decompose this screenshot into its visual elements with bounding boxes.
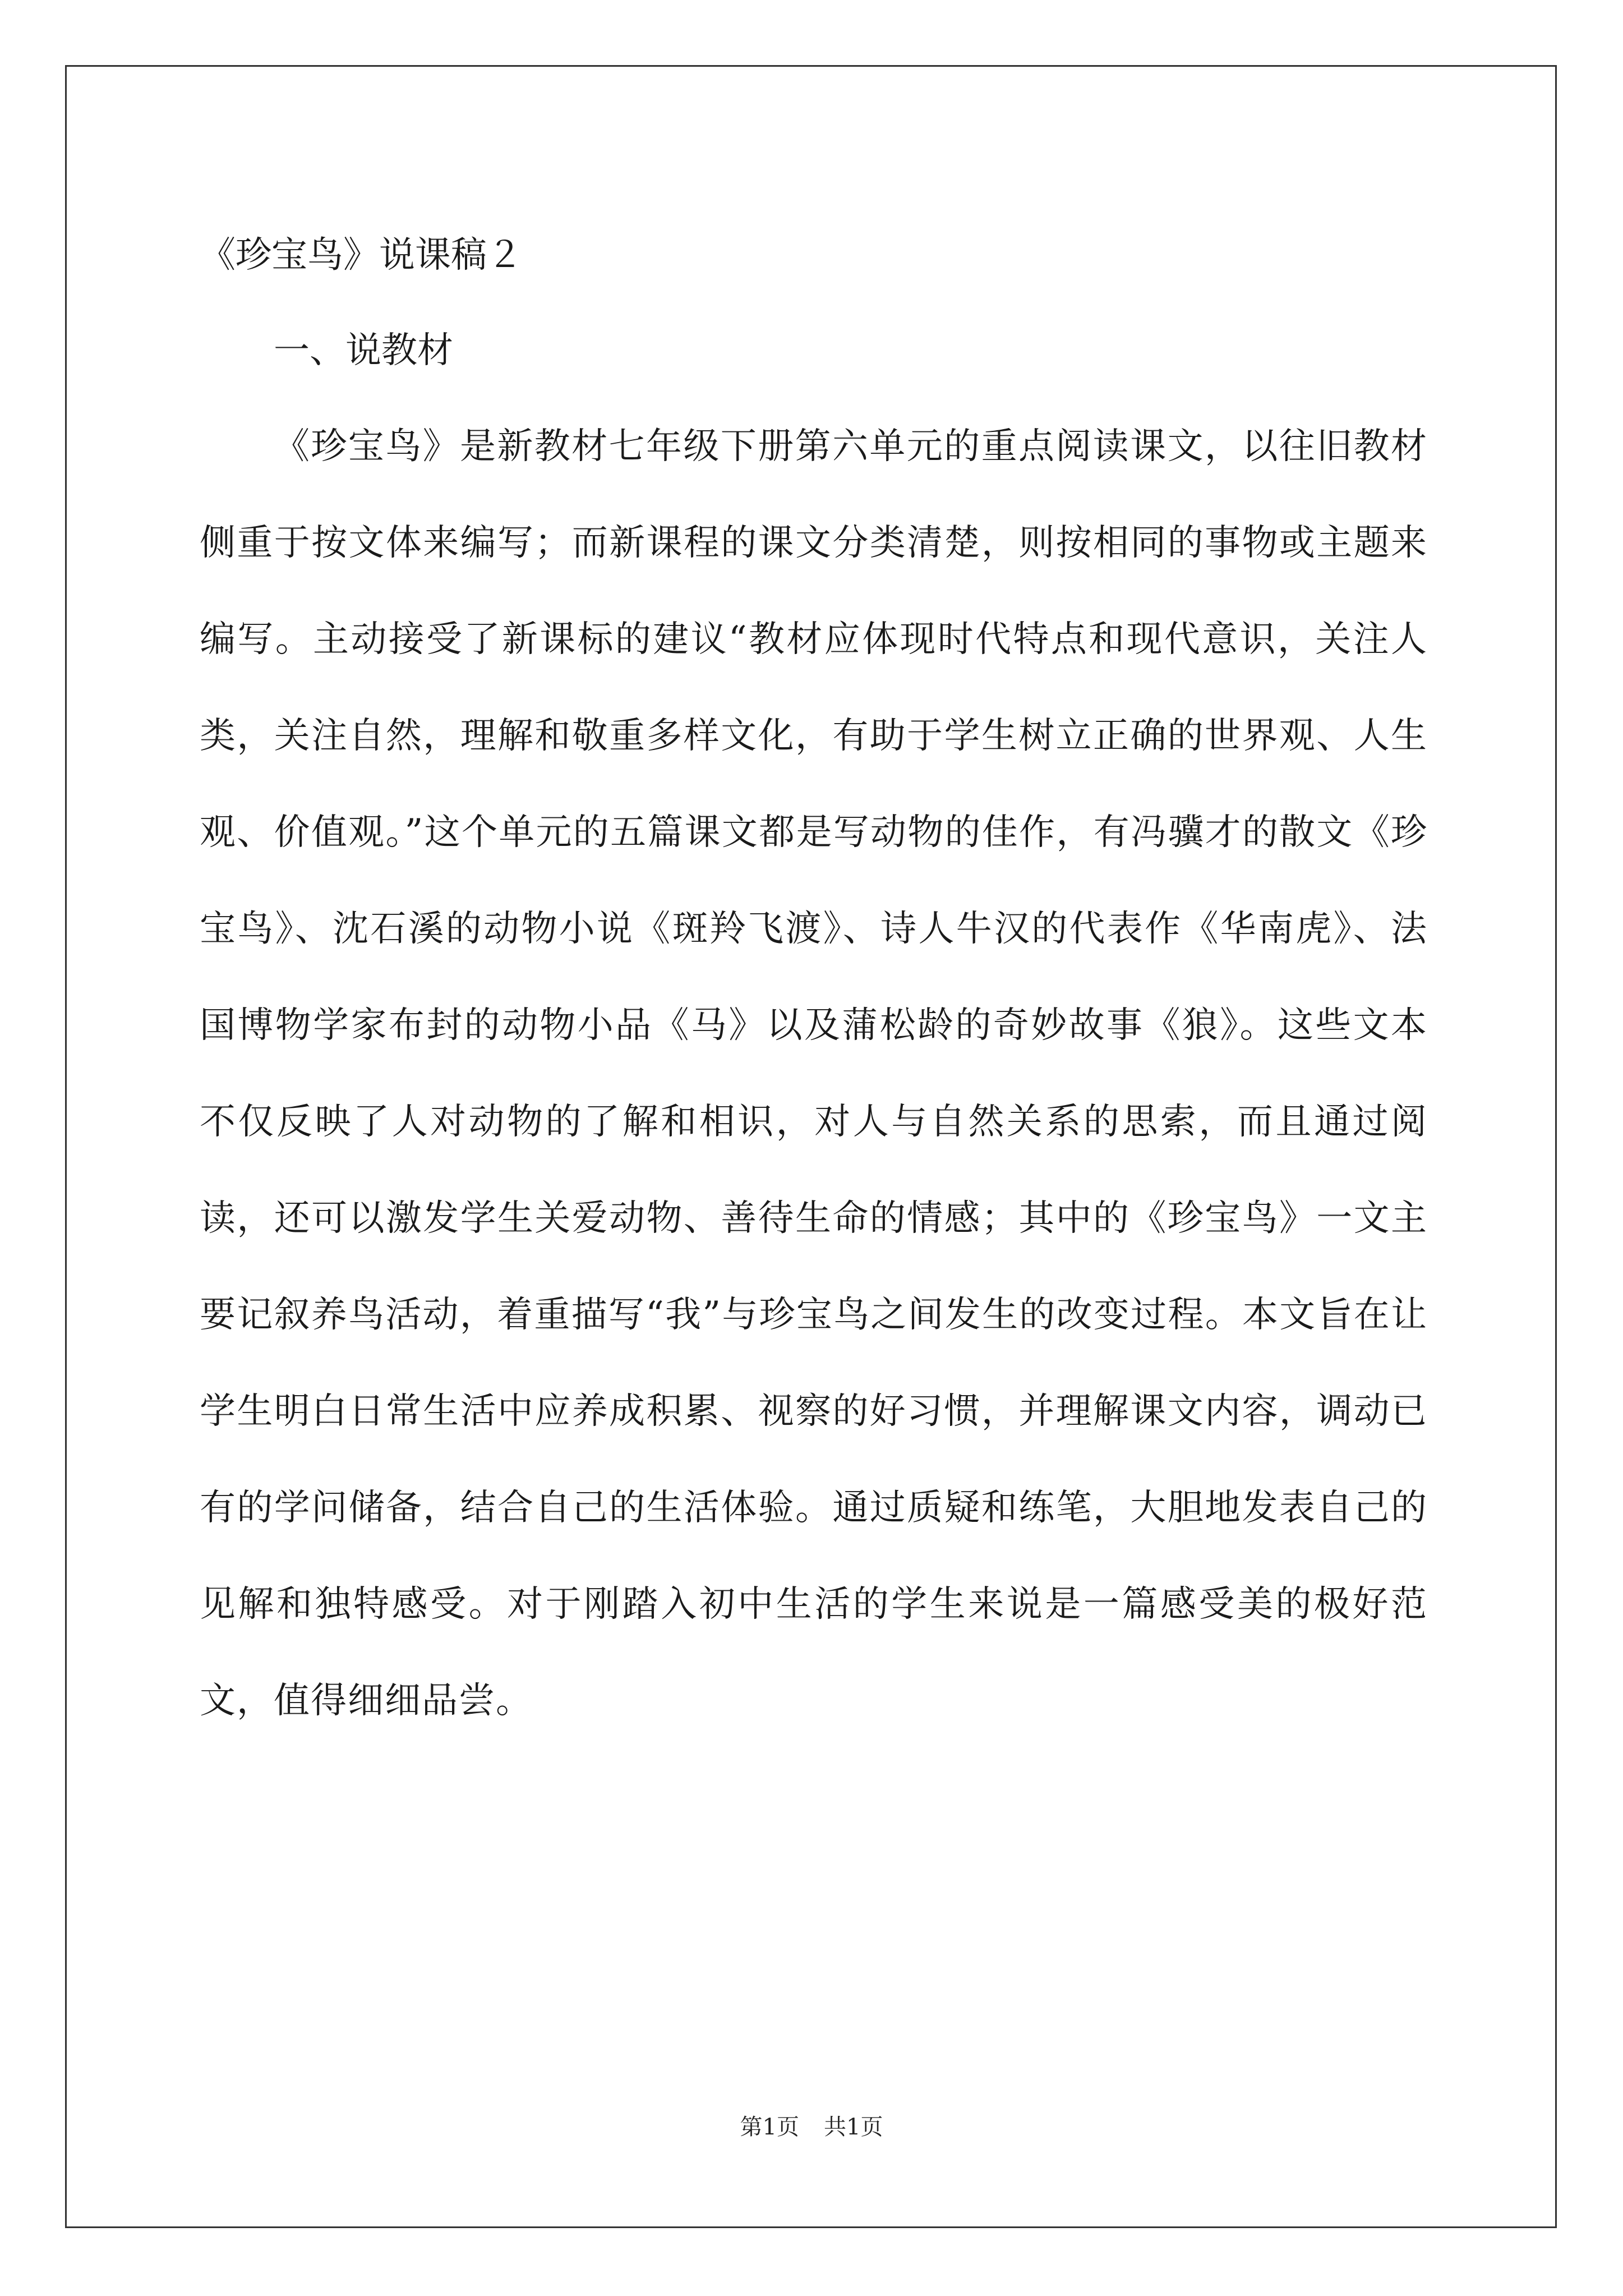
page-footer	[0, 2111, 1623, 2143]
section-heading: 一、说教材	[274, 330, 453, 371]
body-paragraph: 《珍宝鸟》是新教材七年级下册第六单元的重点阅读课文，以往旧教材侧重于按文体来编写；而新课程的课文分类清楚，则按相同的事物或主题来编写。主动接受了新课标的建议“教材应体现时代特点和现代意识，关注人类，关注自然，理解和敬重多样文化，有助于学生树立正确的世界观、人生观、价值观。”这个单元的五篇课文都是写动物的佳作，有冯骥才的散文《珍宝鸟》、沈石溪的动物小说《斑羚飞渡》、诗人牛汉的代表作《华南虎》、法国博物学家布封的动物小品《马》以及蒲松龄的奇妙故事《狼》。这些文本不仅反映了人对动物的了解和相识，对人与自然关系的思索，而且通过阅读，还可以激发学生关爱动物、善待生命的情感；其中的《珍宝鸟》一文主要记叙养鸟活动，着重描写“我”与珍宝鸟之间发生的改变过程。本文旨在让学生明白日常生活中应养成积累、视察的好习惯，并理解课文内容，调动已有的学问储备，结合自己的生活体验。通过质疑和练笔，大胆地发表自己的见解和独特感受。对于刚踏入初中生活的学生来说是一篇感受美的极好范文，值得细细品尝。	[200, 426, 1428, 1722]
page-number: 第1页	[740, 2114, 799, 2140]
document-body	[200, 208, 1428, 1749]
page-total: 共1页	[824, 2114, 883, 2140]
document-title: 《珍宝鸟》说课稿２	[200, 234, 523, 276]
